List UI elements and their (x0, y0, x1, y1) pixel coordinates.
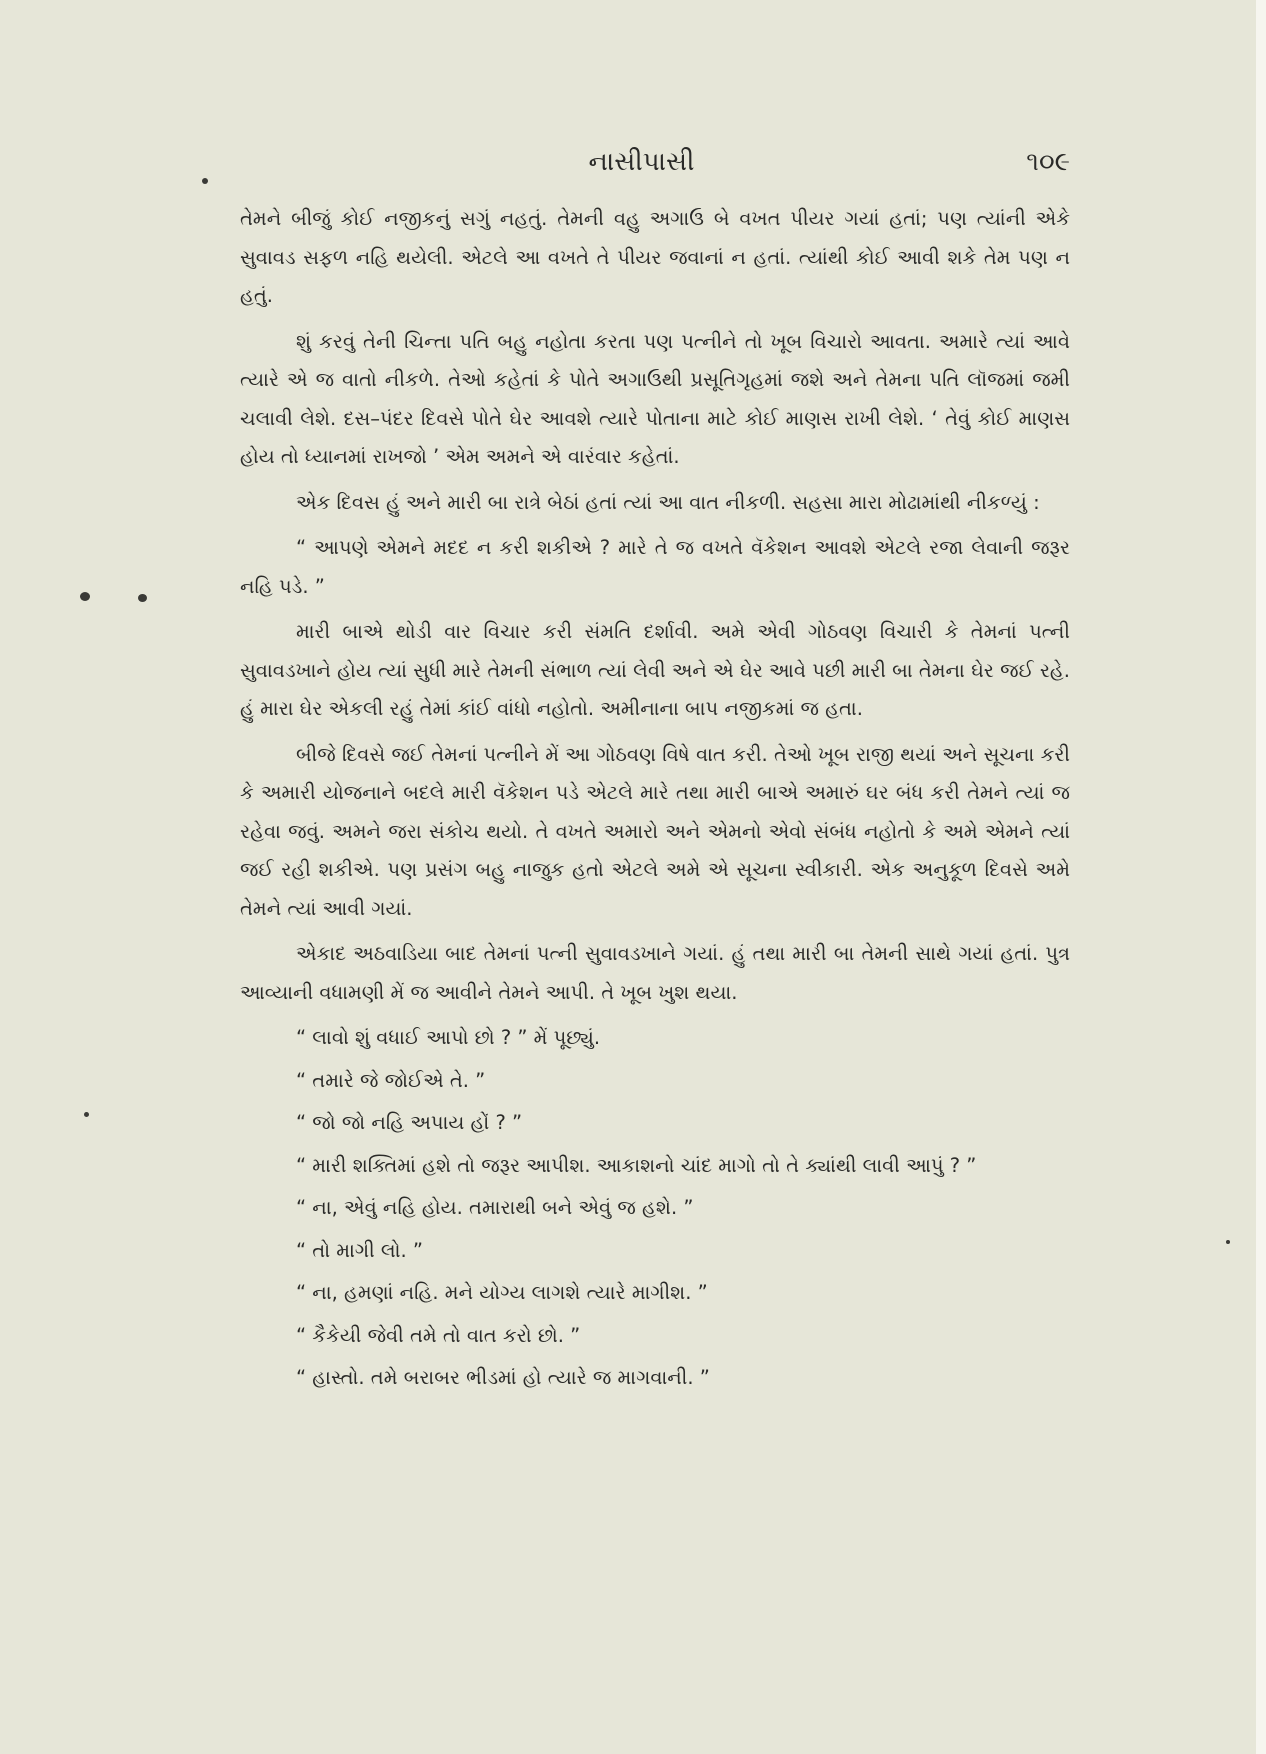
paper-speck (138, 594, 147, 602)
paragraph: શું કરવું તેની ચિન્તા પતિ બહુ નહોતા કરતા પણ પત્નીને તો ખૂબ વિચારો આવતા. અમારે ત્યાં આવે ત્યારે એ જ વાતો નીકળે. તેઓ કહેતાં કે પોતે અગાઉથી પ્રસૂતિગૃહમાં જશે અને તેમના પતિ લૉજમાં જમી ચલાવી લેશે. દસ–પંદર દિવસે પોતે ઘેર આવશે ત્યારે પોતાના માટે કોઈ માણસ રાખી લેશે. ‘ તેવું કોઈ માણસ હોય તો ધ્યાનમાં રાખજો ’ એમ અમને એ વારંવાર કહેતાં. (240, 329, 1070, 468)
paragraph: મારી બાએ થોડી વાર વિચાર કરી સંમતિ દર્શાવી. અમે એવી ગોઠવણ વિચારી કે તેમનાં પત્ની સુવાવડખાને હોય ત્યાં સુધી મારે તેમની સંભાળ ત્યાં લેવી અને એ ઘેર આવે પછી મારી બા તેમના ઘેર જઈ રહે. હું મારા ઘેર એકલી રહું તેમાં કાંઈ વાંધો નહોતો. અમીનાના બાપ નજીકમાં જ હતા. (240, 620, 1070, 720)
dialogue-line: “ તો માગી લો. ” (296, 1238, 423, 1262)
paragraph: એકાદ અઠવાડિયા બાદ તેમનાં પત્ની સુવાવડખાને ગયાં. હું તથા મારી બા તેમની સાથે ગયાં હતાં. પુત્ર આવ્યાની વધામણી મેં જ આવીને તેમને આપી. તે ખૂબ ખુશ થયા. (240, 942, 1070, 1004)
dialogue-line: “ લાવો શું વધાઈ આપો છો ? ” મેં પૂછ્યું. (296, 1026, 601, 1049)
paragraph: બીજે દિવસે જઈ તેમનાં પત્નીને મેં આ ગોઠવણ વિષે વાત કરી. તેઓ ખૂબ રાજી થયાં અને સૂચના કરી કે અમારી યોજનાને બદલે મારી વૅકેશન પડે એટલે મારે તથા મારી બાએ અમારું ઘર બંધ કરી તેમને ત્યાં જ રહેવા જવું. અમને જરા સંકોચ થયો. તે વખતે અમારો અને એમનો એવો સંબંધ નહોતો કે અમે એમને ત્યાં જઈ રહી શકીએ. પણ પ્રસંગ બહુ નાજુક હતો એટલે અમે એ સૂચના સ્વીકારી. એક અનુકૂળ દિવસે અમે તેમને ત્યાં આવી ગયાં. (240, 742, 1070, 920)
dialogue-line: “ મારી શક્તિમાં હશે તો જરૂર આપીશ. આકાશનો ચાંદ માગો તો તે ક્યાંથી લાવી આપું ? ” (296, 1153, 977, 1177)
paper-speck (84, 1112, 89, 1117)
dialogue-line: “ જો જો નહિ અપાય હોં ? ” (296, 1111, 523, 1134)
paragraph: એક દિવસ હું અને મારી બા રાત્રે બેઠાં હતાં ત્યાં આ વાત નીકળી. સહસા મારા મોઢામાંથી નીકળ્યું : (296, 490, 1040, 514)
dialogue-line: “ કૈકેયી જેવી તમે તો વાત કરો છો. ” (296, 1323, 581, 1347)
paper-speck (202, 178, 208, 184)
paragraph: “ આપણે એમને મદદ ન કરી શકીએ ? મારે તે જ વખતે વૅકેશન આવશે એટલે રજા લેવાની જરૂર નહિ પડે. ” (240, 536, 1070, 598)
dialogue-line: “ તમારે જે જોઈએ તે. ” (296, 1068, 486, 1092)
body-text (240, 200, 1070, 1402)
page-header (213, 140, 1070, 184)
running-title: નાસીપાસી (588, 147, 695, 177)
paragraph: તેમને બીજું કોઈ નજીકનું સગું નહતું. તેમની વહુ અગાઉ બે વખત પીયર ગયાં હતાં; પણ ત્યાંની એકે સુવાવડ સફળ નહિ થયેલી. એટલે આ વખતે તે પીયર જવાનાં ન હતાં. ત્યાંથી કોઈ આવી શકે તેમ પણ ન હતું. (240, 207, 1070, 307)
dialogue-line: “ ના, એવું નહિ હોય. તમારાથી બને એવું જ હશે. ” (296, 1196, 694, 1219)
page-number: ૧૦૯ (1026, 147, 1070, 177)
dialogue-line: “ ના, હમણાં નહિ. મને યોગ્ય લાગશે ત્યારે માગીશ. ” (296, 1281, 708, 1304)
paper-speck (80, 592, 90, 601)
paper-speck (1226, 1240, 1230, 1244)
dialogue-line: “ હાસ્તો. તમે બરાબર ભીડમાં હો ત્યારે જ માગવાની. ” (296, 1366, 710, 1389)
